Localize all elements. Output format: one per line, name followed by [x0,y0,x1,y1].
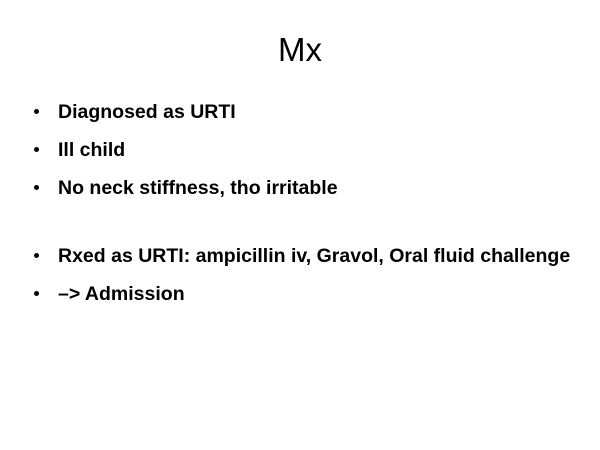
list-item-label: Rxed as URTI: ampicillin iv, Gravol, Oral fluid challenge [58,244,571,267]
bullet-dot-icon [34,147,39,152]
list-item-label: No neck stiffness, tho irritable [58,176,338,199]
bullet-dot-icon [34,253,39,258]
list-item-label: Ill child [58,138,126,161]
list-item [26,244,578,269]
page-title: Mx [278,31,322,68]
list-item [26,100,578,125]
list-item [26,176,578,201]
list-item [26,282,578,307]
bullet-list [26,100,578,320]
bullet-dot-icon [34,291,39,296]
list-item [26,138,578,163]
bullet-dot-icon [34,109,39,114]
bullet-dot-icon [34,185,39,190]
list-item-label: –> Admission [58,282,185,305]
list-item-label: Diagnosed as URTI [58,101,236,123]
